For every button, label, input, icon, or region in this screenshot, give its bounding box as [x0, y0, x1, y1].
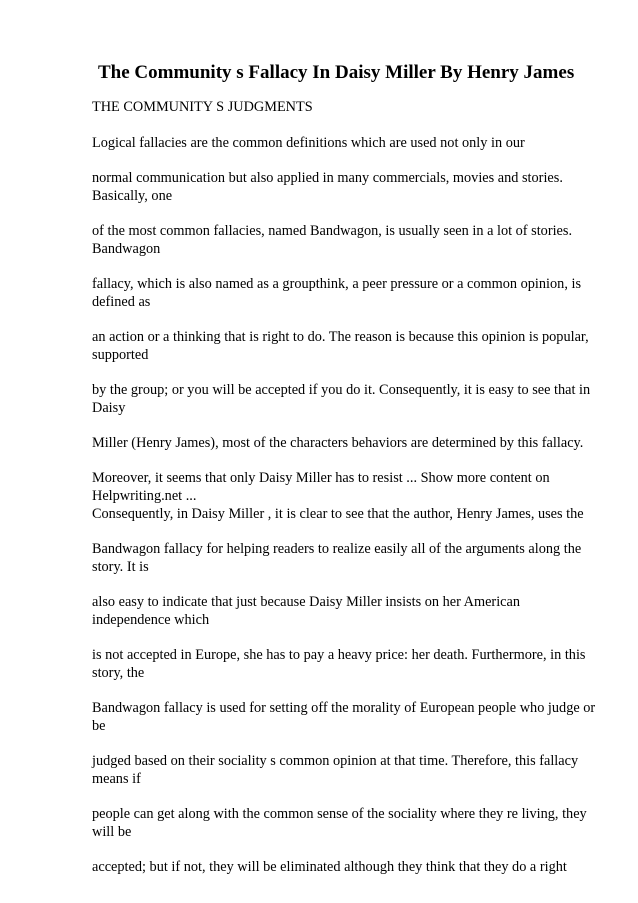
- paragraph: an action or a thinking that is right to do. The reason is because this opinion is popular, supported: [92, 329, 589, 363]
- paragraph: Logical fallacies are the common definitions which are used not only in our: [92, 135, 525, 151]
- paragraph: normal communication but also applied in many commercials, movies and stories. Basically, one: [92, 170, 563, 204]
- paragraph: people can get along with the common sense of the sociality where they re living, they will be: [92, 806, 587, 840]
- paragraph: Consequently, in Daisy Miller , it is clear to see that the author, Henry James, uses the: [92, 506, 584, 522]
- paragraph: Moreover, it seems that only Daisy Miller has to resist ... Show more content on Helpwriting.net ...: [92, 470, 550, 504]
- paragraph: is not accepted in Europe, she has to pay a heavy price: her death. Furthermore, in this story, the: [92, 647, 586, 681]
- paragraph: judged based on their sociality s common opinion at that time. Therefore, this fallacy means if: [92, 753, 579, 787]
- paragraph: by the group; or you will be accepted if you do it. Consequently, it is easy to see that in Daisy: [92, 382, 591, 416]
- paragraph: also easy to indicate that just because Daisy Miller insists on her American independence which: [92, 594, 521, 628]
- paragraph: Miller (Henry James), most of the characters behaviors are determined by this fallacy.: [92, 435, 584, 451]
- paragraph: Bandwagon fallacy for helping readers to realize easily all of the arguments along the story. It is: [92, 541, 582, 575]
- document-title: The Community s Fallacy In Daisy Miller By Henry James: [98, 62, 575, 83]
- paragraph: accepted; but if not, they will be eliminated although they think that they do a right: [92, 859, 567, 875]
- paragraph: Bandwagon fallacy is used for setting off the morality of European people who judge or be: [92, 700, 596, 734]
- section-heading: THE COMMUNITY S JUDGMENTS: [92, 99, 313, 115]
- paragraph: of the most common fallacies, named Bandwagon, is usually seen in a lot of stories. Bandwagon: [92, 223, 573, 257]
- paragraph: fallacy, which is also named as a groupthink, a peer pressure or a common opinion, is defined as: [92, 276, 582, 310]
